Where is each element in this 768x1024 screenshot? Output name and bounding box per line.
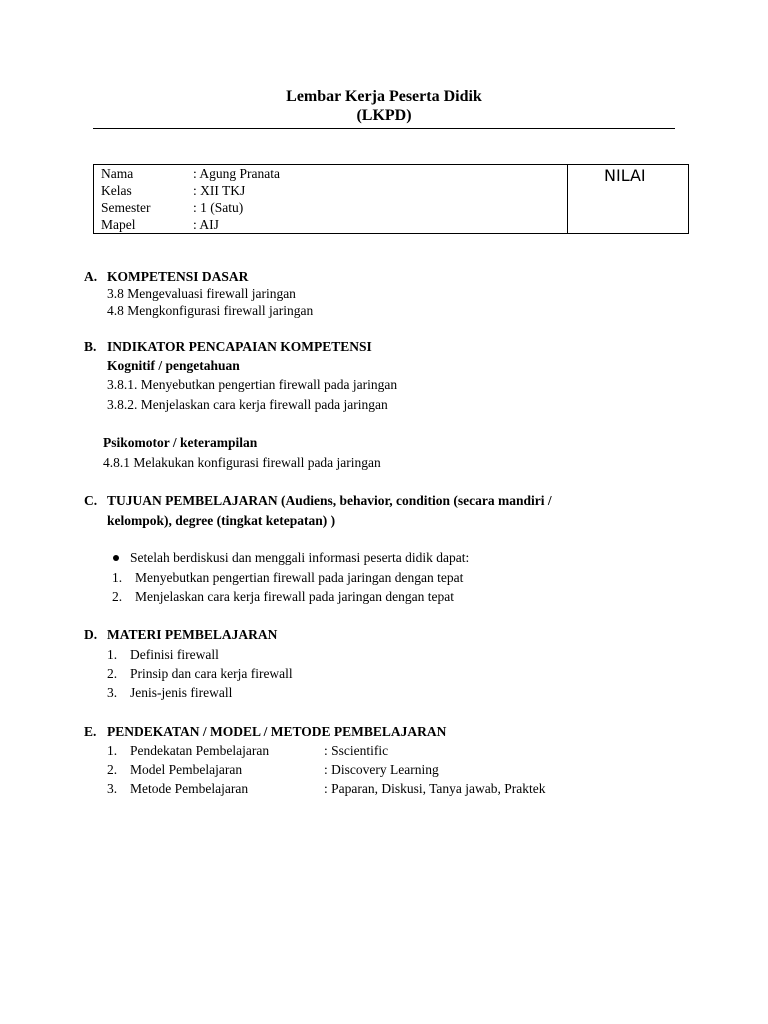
subheading-kognitif: Kognitif / pengetahuan	[107, 358, 240, 373]
identity-divider	[567, 165, 568, 233]
section-title: KOMPETENSI DASAR	[107, 269, 249, 284]
item-text: Menjelaskan cara kerja firewall pada jaringan dengan tepat	[135, 589, 454, 604]
list-item	[107, 646, 219, 664]
item-number: 3.	[107, 685, 118, 700]
list-item	[107, 761, 242, 779]
item-text: Metode Pembelajaran	[130, 781, 249, 796]
list-item: 3.8.2. Menjelaskan cara kerja firewall pada jaringan	[107, 397, 388, 412]
bullet-text: Setelah berdiskusi dan menggali informasi peserta didik dapat:	[130, 550, 470, 565]
item-number: 2.	[112, 589, 123, 604]
item-text: Definisi firewall	[130, 647, 219, 662]
document-title: Lembar Kerja Peserta Didik	[286, 88, 482, 105]
identity-label: Mapel	[101, 217, 136, 232]
identity-box	[93, 164, 689, 234]
subheading-psikomotor: Psikomotor / keterampilan	[103, 435, 258, 450]
item-value: : Paparan, Diskusi, Tanya jawab, Praktek	[324, 781, 546, 796]
identity-label: Semester	[101, 200, 151, 215]
identity-value: : AIJ	[193, 217, 219, 232]
list-item	[112, 588, 454, 606]
section-title: PENDEKATAN / MODEL / METODE PEMBELAJARAN	[107, 724, 447, 739]
title-underline	[93, 128, 675, 129]
section-title-continued: kelompok), degree (tingkat ketepatan) )	[107, 513, 336, 528]
item-value: : Sscientific	[324, 743, 389, 758]
identity-value: : XII TKJ	[193, 183, 246, 198]
section-letter: C.	[84, 493, 98, 508]
section-b-heading	[84, 338, 372, 356]
document-subtitle: (LKPD)	[356, 107, 412, 124]
section-letter: D.	[84, 627, 98, 642]
section-a-heading	[84, 268, 248, 286]
item-text: Menyebutkan pengertian firewall pada jaringan dengan tepat	[135, 570, 464, 585]
section-letter: A.	[84, 269, 98, 284]
item-number: 1.	[107, 647, 118, 662]
list-item	[107, 742, 269, 760]
item-number: 2.	[107, 762, 118, 777]
bullet-icon	[113, 555, 119, 561]
item-number: 3.	[107, 781, 118, 796]
item-text: Jenis-jenis firewall	[130, 685, 233, 700]
item-number: 2.	[107, 666, 118, 681]
item-number: 1.	[112, 570, 123, 585]
list-item: 4.8.1 Melakukan konfigurasi firewall pada jaringan	[103, 455, 381, 470]
section-e-heading	[84, 723, 446, 741]
list-item	[112, 569, 463, 587]
list-item	[107, 665, 293, 683]
section-d-heading	[84, 626, 277, 644]
list-item	[107, 684, 232, 702]
section-c-heading	[84, 492, 552, 510]
section-title: MATERI PEMBELAJARAN	[107, 627, 278, 642]
score-label: NILAI	[604, 166, 646, 185]
list-item: 3.8 Mengevaluasi firewall jaringan	[107, 286, 296, 301]
list-item: 3.8.1. Menyebutkan pengertian firewall pada jaringan	[107, 377, 398, 392]
item-number: 1.	[107, 743, 118, 758]
section-title: INDIKATOR PENCAPAIAN KOMPETENSI	[107, 339, 372, 354]
section-title: TUJUAN PEMBELAJARAN (Audiens, behavior, condition (secara mandiri /	[107, 493, 552, 508]
identity-label: Nama	[101, 166, 134, 181]
section-letter: E.	[84, 724, 97, 739]
item-text: Pendekatan Pembelajaran	[130, 743, 270, 758]
identity-value: : 1 (Satu)	[193, 200, 244, 215]
item-text: Prinsip dan cara kerja firewall	[130, 666, 293, 681]
section-letter: B.	[84, 339, 97, 354]
identity-value: : Agung Pranata	[193, 166, 280, 181]
list-item	[107, 780, 248, 798]
identity-label: Kelas	[101, 183, 132, 198]
item-value: : Discovery Learning	[324, 762, 439, 777]
item-text: Model Pembelajaran	[130, 762, 243, 777]
list-item: 4.8 Mengkonfigurasi firewall jaringan	[107, 303, 314, 318]
